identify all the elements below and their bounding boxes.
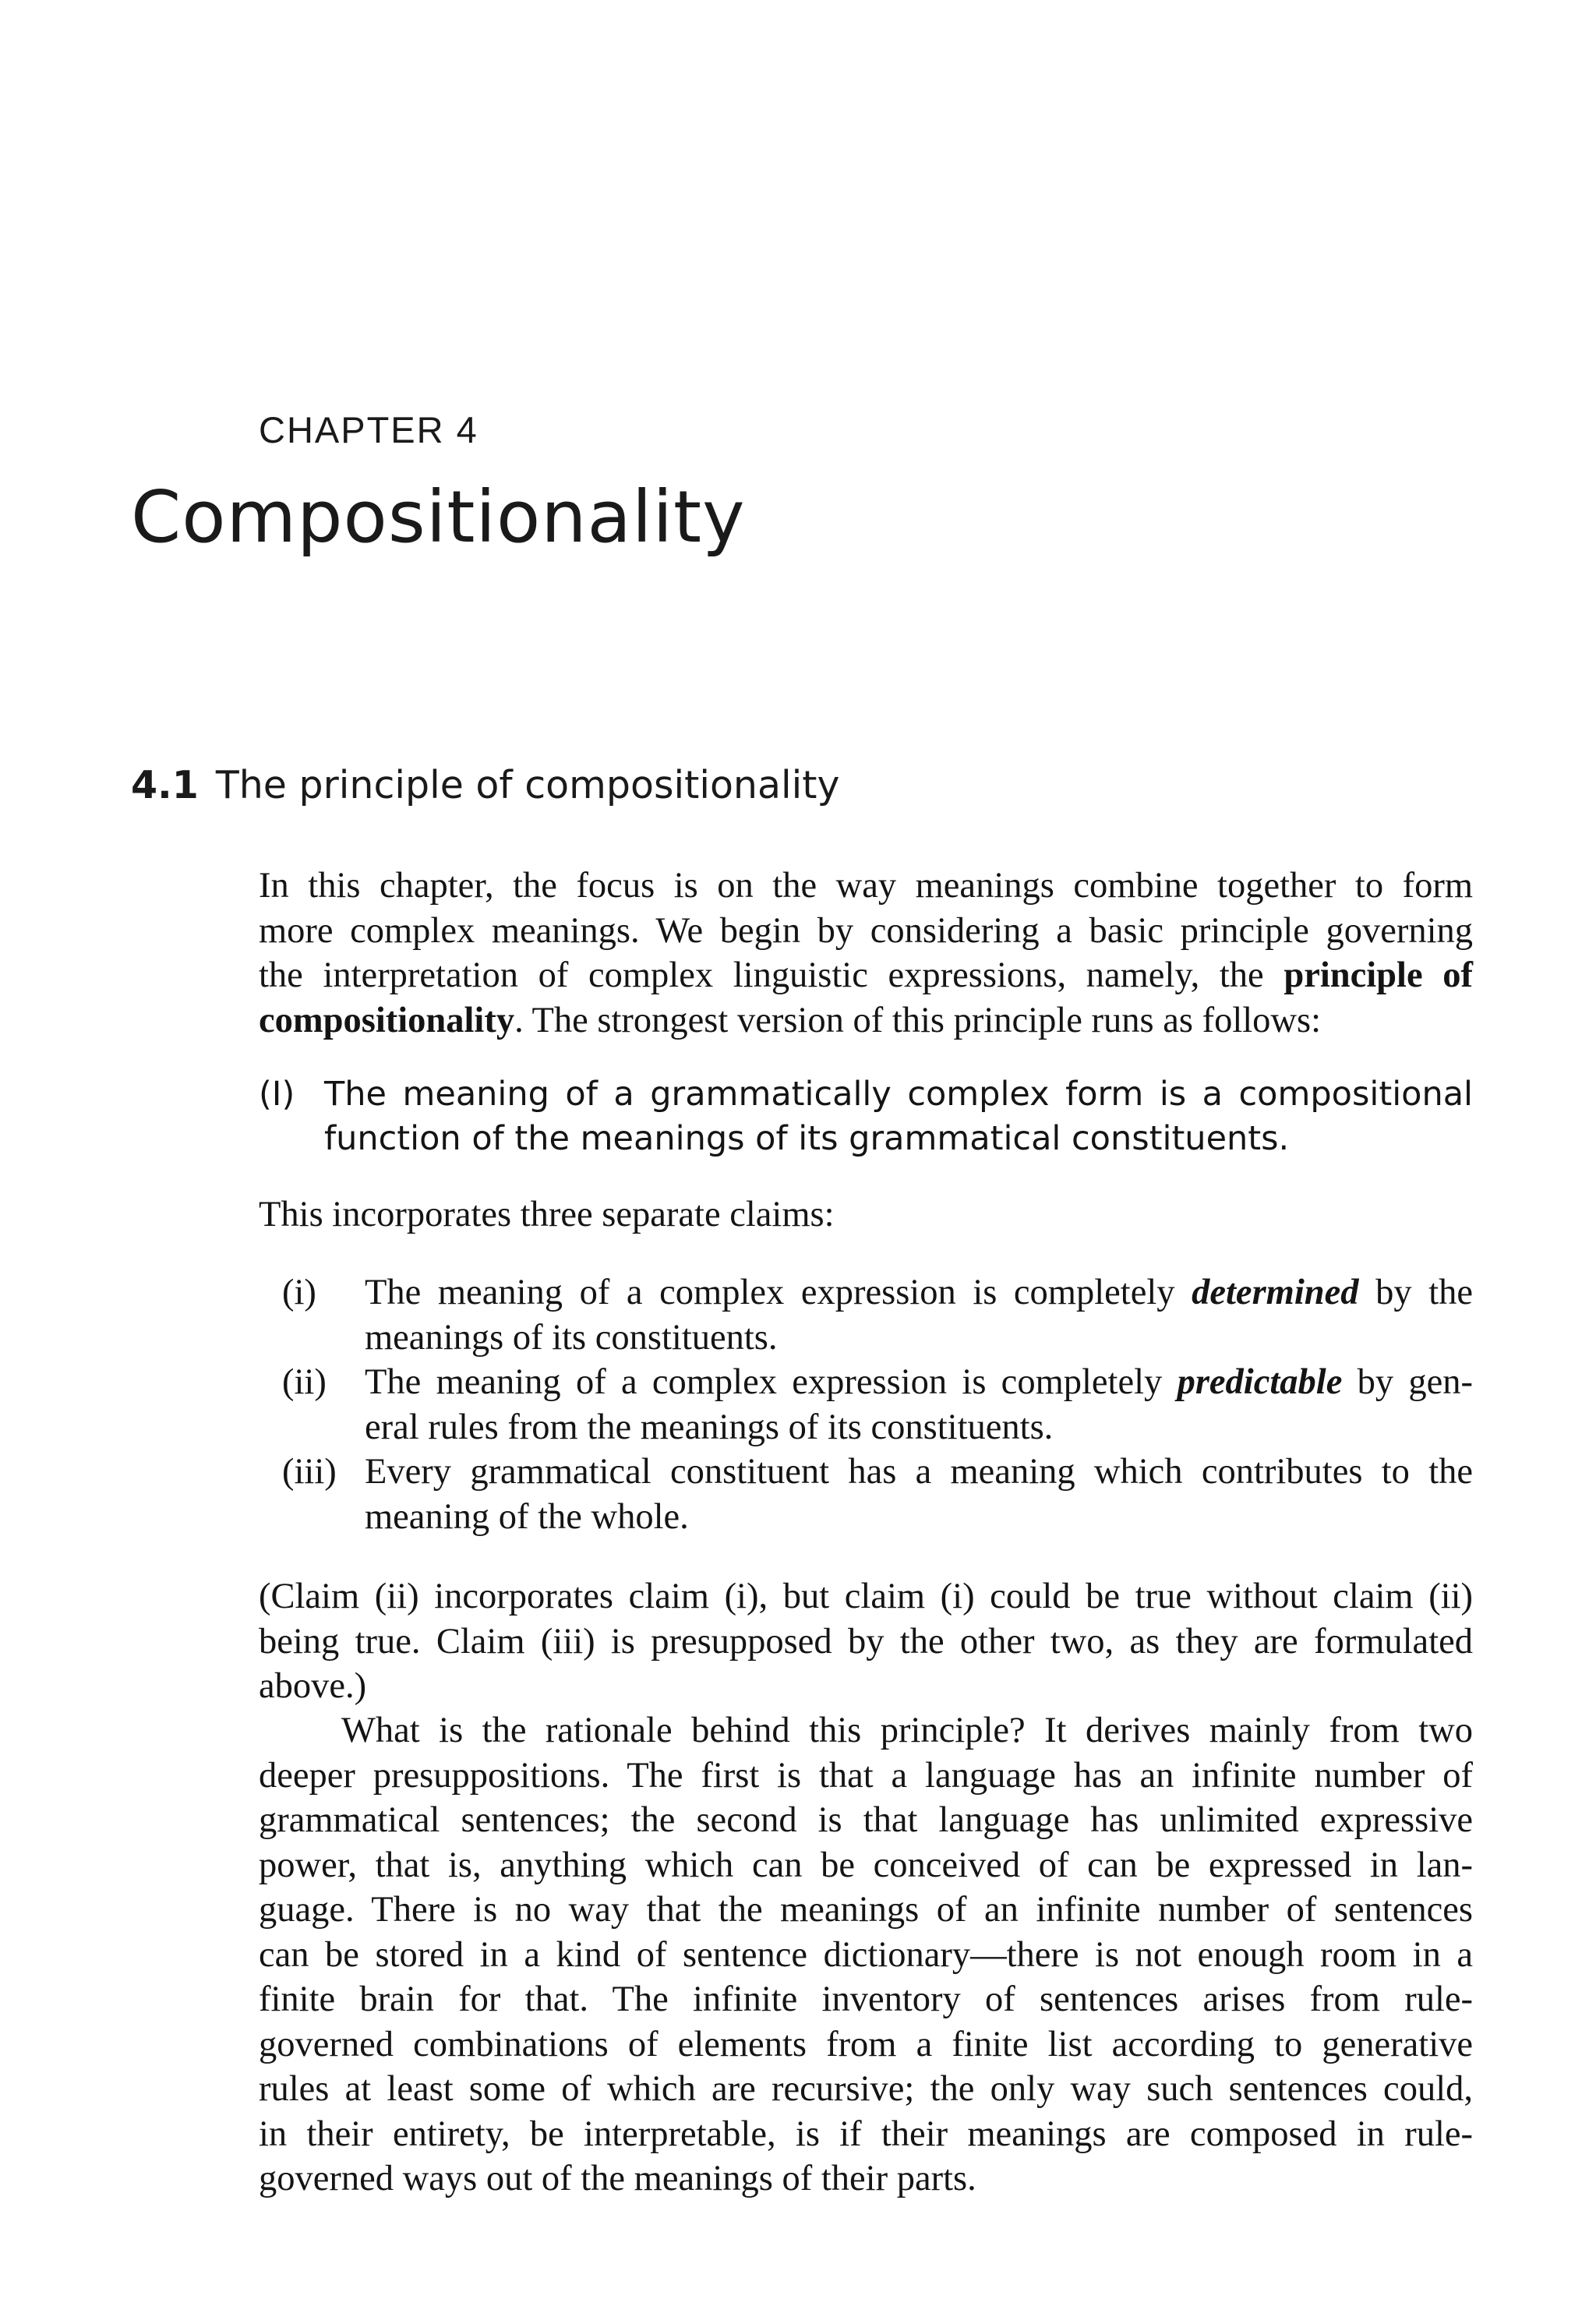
claim-marker: (iii)	[282, 1452, 337, 1492]
list-item	[259, 1270, 1473, 1360]
text-line: governed combinations of elements from a finite list according to generative	[259, 2024, 1473, 2064]
text-line: governed ways out of the meanings of their parts.	[259, 2159, 976, 2198]
claims-list	[259, 1270, 1473, 1539]
text-line: meanings of its constituents.	[365, 1317, 778, 1358]
emphasized-word: determined	[1192, 1273, 1359, 1312]
claim-marker: (i)	[282, 1273, 316, 1312]
text-line: finite brain for that. The infinite inventory of sentences arises from rule-	[259, 1979, 1473, 2019]
text-line: What is the rationale behind this principle? It derives mainly from two	[341, 1711, 1473, 1750]
text-line	[365, 1360, 1473, 1405]
text-fragment: The meaning of a complex expression is completely	[365, 1362, 1163, 1402]
text-fragment: . The strongest version of this principle runs as follows:	[514, 1000, 1322, 1040]
intro-paragraph	[259, 863, 1473, 1043]
key-term: principle of	[1284, 955, 1473, 995]
text-line: In this chapter, the focus is on the way meanings combine together to form	[259, 866, 1473, 906]
list-item	[259, 1360, 1473, 1450]
section-title: The principle of compositionality	[215, 763, 840, 807]
text-line: eral rules from the meanings of its constituents.	[365, 1407, 1054, 1447]
text-line: rules at least some of which are recursive; the only way such sentences could,	[259, 2069, 1473, 2109]
text-line: Every grammatical constituent has a meaning which contributes to the	[365, 1452, 1473, 1492]
text-line: deeper presuppositions. The first is that a language has an infinite number of	[259, 1755, 1473, 1796]
text-line: being true. Claim (iii) is presupposed by the other two, as they are formulated	[259, 1621, 1473, 1662]
principle-statement	[259, 1072, 1473, 1161]
section-heading	[131, 763, 840, 807]
principle-text	[324, 1072, 1473, 1161]
text-line: grammatical sentences; the second is that language has unlimited expressive	[259, 1800, 1473, 1840]
text-fragment: by the	[1375, 1273, 1474, 1312]
text-line: in their entirety, be interpretable, is if their meanings are composed in rule-	[259, 2114, 1473, 2154]
claim-text	[365, 1270, 1473, 1360]
text-line: more complex meanings. We begin by considering a basic principle governing	[259, 910, 1473, 951]
claim-text	[365, 1450, 1473, 1539]
claim-text	[365, 1360, 1473, 1450]
text-line	[259, 998, 1473, 1044]
text-line: This incorporates three separate claims:	[259, 1195, 835, 1234]
text-line: The meaning of a grammatically complex form is a compositional	[324, 1075, 1473, 1114]
rationale-paragraph	[259, 1708, 1473, 2202]
chapter-title: Compositionality	[131, 475, 746, 559]
text-line	[365, 1270, 1473, 1315]
text-line: above.)	[259, 1666, 367, 1706]
section-number: 4.1	[131, 763, 199, 807]
text-fragment: The meaning of a complex expression is completely	[365, 1273, 1175, 1312]
text-fragment: the interpretation of complex linguistic expressions, namely, the	[259, 955, 1264, 995]
chapter-label: CHAPTER 4	[259, 409, 478, 450]
text-line: guage. There is no way that the meanings of an infinite number of sentences	[259, 1890, 1473, 1930]
text-fragment: by gen-	[1357, 1362, 1474, 1402]
key-term: compositionality	[259, 1000, 515, 1040]
text-line: meaning of the whole.	[365, 1496, 689, 1537]
emphasized-word: predictable	[1177, 1362, 1343, 1402]
text-line: function of the meanings of its grammatical constituents.	[324, 1119, 1290, 1158]
text-line: power, that is, anything which can be conceived of can be expressed in lan-	[259, 1845, 1473, 1885]
text-line: (Claim (ii) incorporates claim (i), but claim (i) could be true without claim (ii)	[259, 1577, 1473, 1616]
principle-marker: (I)	[259, 1075, 295, 1114]
claim-marker: (ii)	[282, 1362, 327, 1402]
text-line	[259, 953, 1473, 998]
text-line: can be stored in a kind of sentence dictionary—there is not enough room in a	[259, 1934, 1473, 1975]
list-item	[259, 1450, 1473, 1539]
note-paragraph	[259, 1574, 1473, 1709]
claims-intro	[259, 1192, 1473, 1238]
